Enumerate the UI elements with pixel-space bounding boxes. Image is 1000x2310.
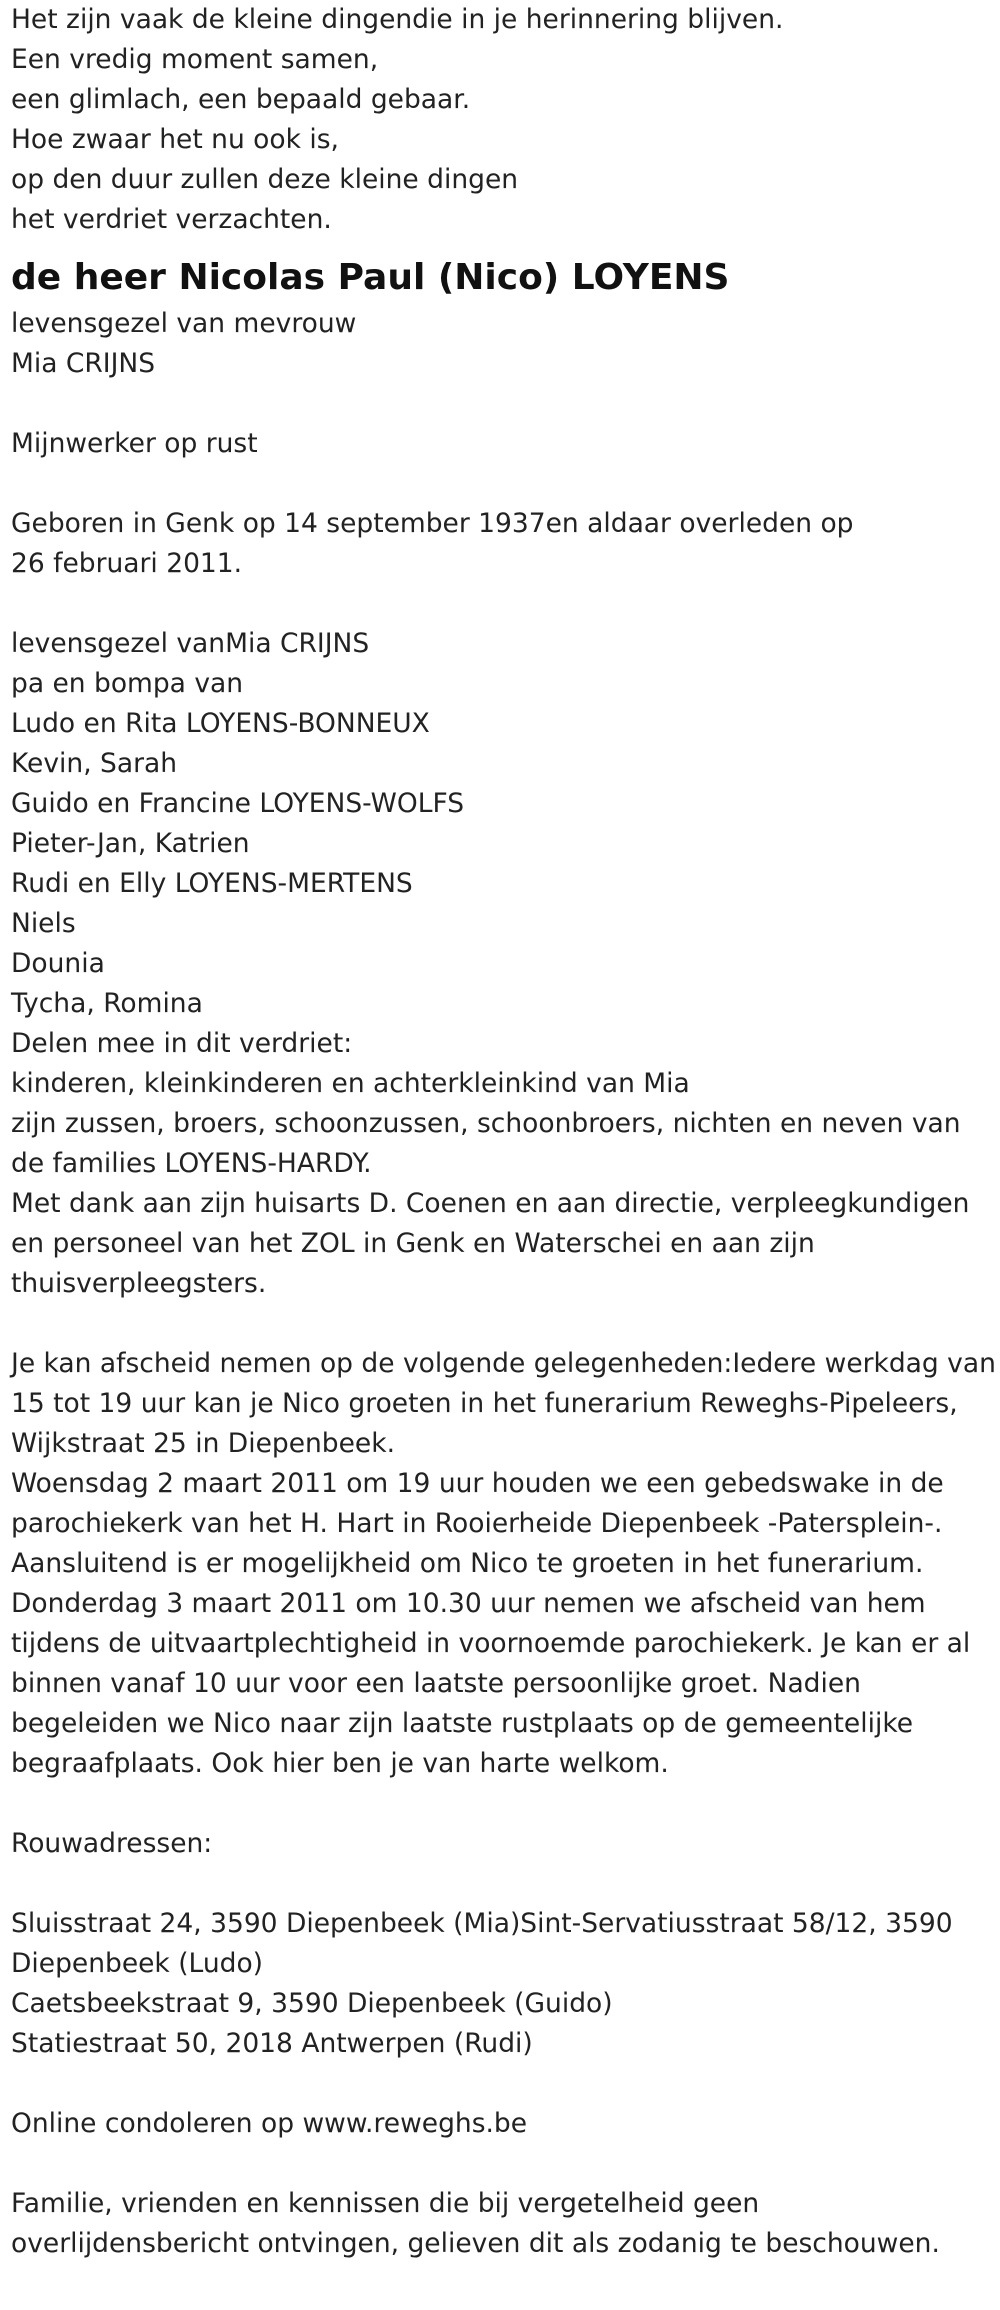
farewell-line: Woensdag 2 maart 2011 om 19 uur houden we een gebedswake in de	[11, 1468, 944, 1499]
poem-line: Hoe zwaar het nu ook is,	[11, 124, 339, 155]
spacer	[11, 584, 996, 624]
closing-paragraph	[11, 2184, 996, 2264]
farewell-line: parochiekerk van het H. Hart in Rooierheide Diepenbeek -Patersplein-.	[11, 1508, 943, 1539]
spacer	[11, 464, 996, 504]
address-line: Caetsbeekstraat 9, 3590 Diepenbeek (Guido)	[11, 1988, 613, 2019]
family-line: Guido en Francine LOYENS-WOLFS	[11, 788, 465, 819]
online-condolence: Online condoleren op www.reweghs.be	[11, 2108, 528, 2139]
farewell-line: Je kan afscheid nemen op de volgende gelegenheden:Iedere werkdag van	[11, 1348, 996, 1379]
farewell-line: Aansluitend is er mogelijkheid om Nico te groeten in het funerarium.	[11, 1548, 924, 1579]
poem-line: op den duur zullen deze kleine dingen	[11, 164, 519, 195]
family-line: Dounia	[11, 948, 105, 979]
farewell-paragraph	[11, 1344, 996, 1784]
thanks-line: thuisverpleegsters.	[11, 1268, 267, 1299]
family-line: zijn zussen, broers, schoonzussen, schoonbroers, nichten en neven van	[11, 1108, 961, 1139]
occupation: Mijnwerker op rust	[11, 428, 258, 459]
addresses-label: Rouwadressen:	[11, 1828, 213, 1859]
partner-intro-line: levensgezel van mevrouw	[11, 308, 357, 339]
family-line: Rudi en Elly LOYENS-MERTENS	[11, 868, 413, 899]
address-line: Diepenbeek (Ludo)	[11, 1948, 263, 1979]
spacer	[11, 1784, 996, 1824]
deceased-name: de heer Nicolas Paul (Nico) LOYENS	[11, 257, 730, 298]
family-line: de families LOYENS-HARDY.	[11, 1148, 372, 1179]
family-line: Delen mee in dit verdriet:	[11, 1028, 353, 1059]
family-line: pa en bompa van	[11, 668, 244, 699]
farewell-line: Wijkstraat 25 in Diepenbeek.	[11, 1428, 395, 1459]
partner-intro	[11, 304, 996, 384]
thanks-line: en personeel van het ZOL in Genk en Waterschei en aan zijn	[11, 1228, 815, 1259]
obituary-document	[11, 0, 996, 2264]
thanks-paragraph	[11, 1184, 996, 1304]
poem-line: het verdriet verzachten.	[11, 204, 332, 235]
addresses-list	[11, 1904, 996, 2064]
spacer	[11, 2064, 996, 2104]
address-line: Statiestraat 50, 2018 Antwerpen (Rudi)	[11, 2028, 533, 2059]
farewell-line: begeleiden we Nico naar zijn laatste rustplaats op de gemeentelijke	[11, 1708, 914, 1739]
family-line: Ludo en Rita LOYENS-BONNEUX	[11, 708, 430, 739]
farewell-line: Donderdag 3 maart 2011 om 10.30 uur nemen we afscheid van hem	[11, 1588, 926, 1619]
address-line: Sluisstraat 24, 3590 Diepenbeek (Mia)Sint-Servatiusstraat 58/12, 3590	[11, 1908, 953, 1939]
closing-line: Familie, vrienden en kennissen die bij vergetelheid geen	[11, 2188, 760, 2219]
family-list	[11, 624, 996, 1184]
birth-death-statement: Geboren in Genk op 14 september 1937en aldaar overleden op 26 februari 2011.	[11, 508, 854, 579]
farewell-line: binnen vanaf 10 uur voor een laatste persoonlijke groet. Nadien	[11, 1668, 861, 1699]
family-line: Tycha, Romina	[11, 988, 203, 1019]
poem-line: Een vredig moment samen,	[11, 44, 379, 75]
farewell-line: 15 tot 19 uur kan je Nico groeten in het funerarium Reweghs-Pipeleers,	[11, 1388, 958, 1419]
spacer	[11, 1304, 996, 1344]
family-line: kinderen, kleinkinderen en achterkleinkind van Mia	[11, 1068, 690, 1099]
farewell-line: begraafplaats. Ook hier ben je van harte welkom.	[11, 1748, 669, 1779]
spacer	[11, 1864, 996, 1904]
poem	[11, 0, 996, 240]
poem-line: een glimlach, een bepaald gebaar.	[11, 84, 471, 115]
spacer	[11, 384, 996, 424]
farewell-line: tijdens de uitvaartplechtigheid in voornoemde parochiekerk. Je kan er al	[11, 1628, 971, 1659]
partner-intro-line: Mia CRIJNS	[11, 348, 156, 379]
family-line: Niels	[11, 908, 76, 939]
poem-line: Het zijn vaak de kleine dingendie in je herinnering blijven.	[11, 4, 784, 35]
family-line: levensgezel vanMia CRIJNS	[11, 628, 370, 659]
family-line: Kevin, Sarah	[11, 748, 178, 779]
thanks-line: Met dank aan zijn huisarts D. Coenen en aan directie, verpleegkundigen	[11, 1188, 970, 1219]
spacer	[11, 2144, 996, 2184]
family-line: Pieter-Jan, Katrien	[11, 828, 250, 859]
closing-line: overlijdensbericht ontvingen, gelieven dit als zodanig te beschouwen.	[11, 2228, 940, 2259]
